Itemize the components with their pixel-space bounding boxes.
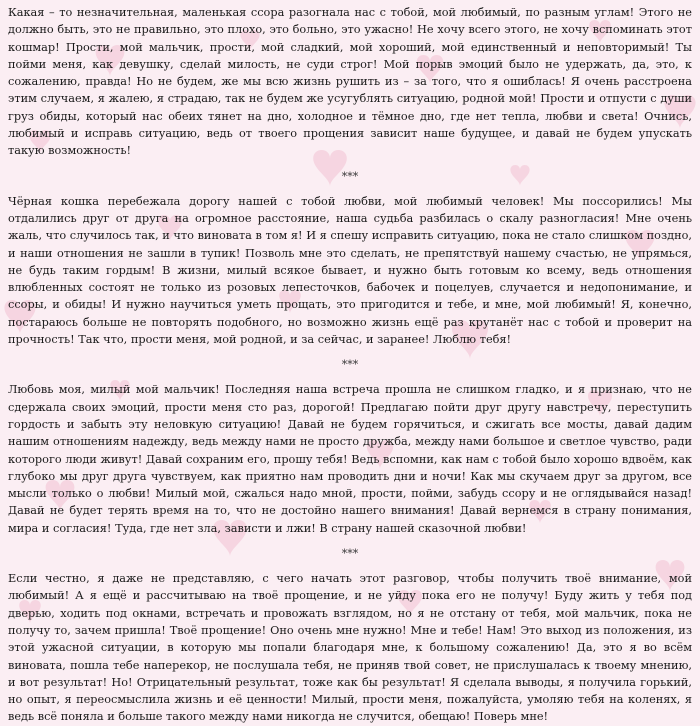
poem-paragraph-2: Чёрная кошка перебежала дорогу нашей с тобой любви, мой любимый человек! Мы поссорились! Мы отдалились друг от друга на огромное расстояние, наша судьба разбилась о скалу разногласия! Мне очень жаль, что случилось так, и что виновата в том я! И я спешу исправить ситуацию, пока не стало слишком поздно, и наши отношения не зашли в тупик! Позволь мне это сделать, не препятствуй нашему счастью, не упрямься, не будь таким гордым! В жизни, милый всякое бывает, и нужно быть готовым ко всему, ведь отношения влюбленных состоят не только из розовых лепесточков, бабочек и поцелуев, случается и недопонимание, и ссоры, и обиды! И нужно научиться уметь прощать, это пригодится и тебе, и мне, мой любимый! Я, конечно, постараюсь больше не повторять подобного, но возможно жизнь ещё раз крутанёт нас с тобой и проверит на прочность! Так что, прости меня, мой родной, и за сейчас, и заранее! Люблю тебя! [8, 194, 692, 347]
poem-paragraph-1: Какая – то незначительная, маленькая ссора разогнала нас с тобой, мой любимый, по разным углам! Этого не должно быть, это не правильно, это плохо, это больно, это ужасно! Не хочу всего этого, не хочу вспоминать этот кошмар! Прости, мой мальчик, прости, мой сладкий, мой хороший, мой единственный и неповторимый! Ты пойми меня, как девушку, сделай милость, не суди строг! Мой порыв эмоций было не удержать, да, это, к сожалению, правда! Но не будем, же мы всю жизнь рушить из – за того, что я ошиблась! Я очень расстроена этим случаем, я жалею, я страдаю, так не будем же усугублять ситуацию, родной мой! Прости и отпусти с души груз обиды, который нас обеих тянет на дно, холодное и тёмное дно, где нет тепла, любви и света! Очнись, любимый и исправь ситуацию, ведь от твоего прощения зависит наше будущее, и давай не будем упускать такую возможность! [8, 6, 692, 158]
separator: *** [341, 169, 359, 183]
poem-paragraph-4: Если честно, я даже не представляю, с чего начать этот разговор, чтобы получить твоё внимание, мой любимый! А я ещё и рассчитываю на твоё прощение, и не уйду пока его не получу! Буду жить у тебя под дверью, ходить под окнами, встречать и провожать взглядом, но я не отстану от тебя, мой мальчик, пока не получу то, зачем пришла! Твоё прощение! Оно очень мне нужно! Мне и тебе! Нам! Это выход из положения, из этой ужасной ситуации, в которую мы попали благодаря мне, к большому сожалению! Да, это я во всём виновата, пошла тебе наперекор, не послушала тебя, не приняв твой совет, не прислушалась к твоему мнению, и вот результат! Но! Отрицательный результат, тоже как бы результат! Я сделала выводы, я получила горький, но опыт, я переосмыслила жизнь и её ценности! Милый, прости меня, пожалуйста, умоляю тебя на коленях, я ведь всё поняла и больше такого между нами никогда не случится, обещаю! Поверь мне! [8, 572, 692, 724]
separator: *** [341, 547, 359, 561]
poem-paragraph-3: Любовь моя, милый мой мальчик! Последняя наша встреча прошла не слишком гладко, и я признаю, что не сдержала своих эмоций, прости меня сто раз, дорогой! Предлагаю пойти друг другу навстречу, переступить гордость и забыть эту неловкую ситуацию! Давай не будем горячиться, и сжигать все мосты, давай дадим нашим отношениям надежду, ведь между нами не просто дружба, между нами большое и светлое чувство, ради которого люди живут! Давай сохраним его, прошу тебя! Ведь вспомни, как нам с тобой было хорошо вдвоём, как глубоко мы друг друга чувствуем, как приятно нам проводить дни и ночи! Как мы скучаем друг за другом, все мысли только о любви! Милый мой, сжалься надо мной, прости, пойми, забудь ссору и не оглядывайся назад! Давай не будет терять время на то, что не достойно нашего внимания! Давай вернемся в страну понимания, мира и согласия! Туда, где нет зла, зависти и лжи! В страну нашей сказочной любви! [8, 383, 692, 535]
separator: *** [341, 358, 359, 372]
